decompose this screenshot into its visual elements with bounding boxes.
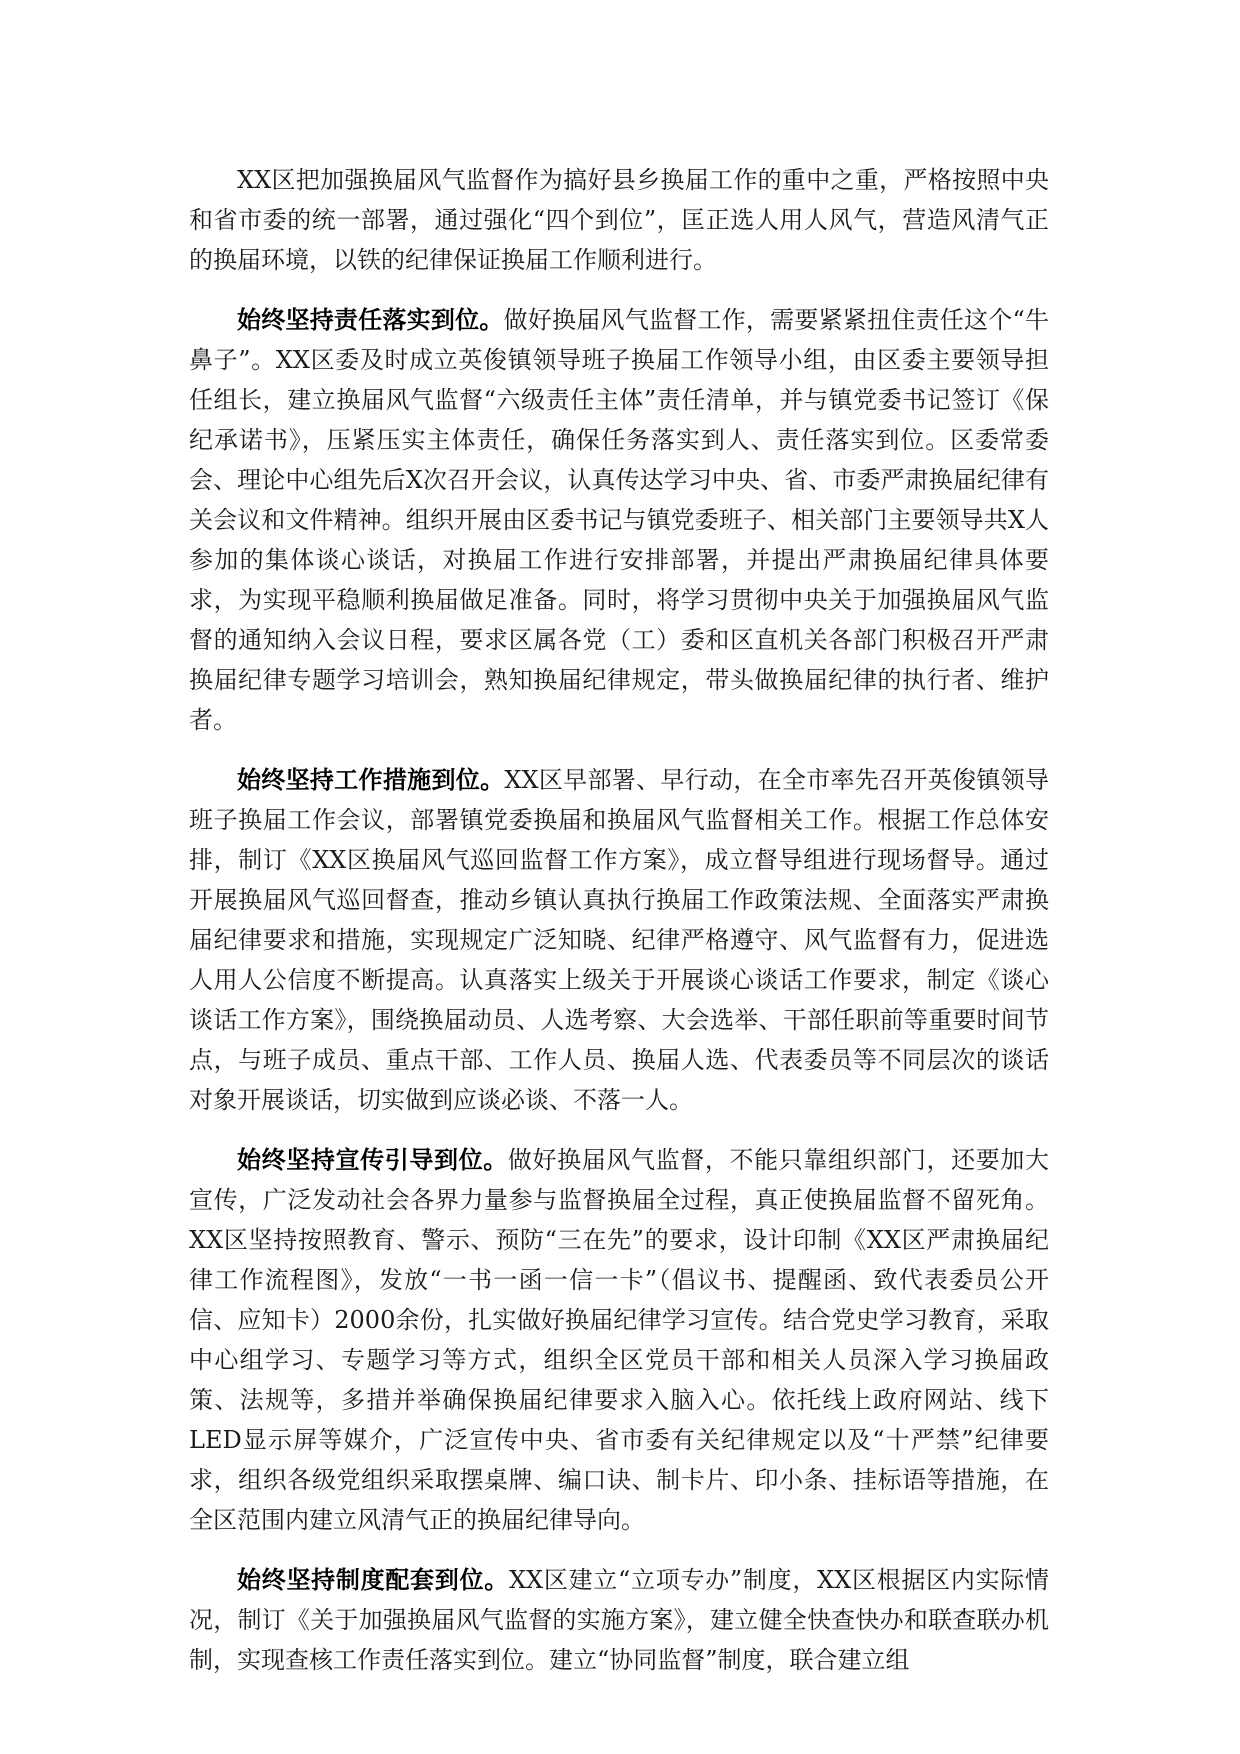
section-heading: 始终坚持工作措施到位。: [237, 765, 505, 794]
section-heading: 始终坚持制度配套到位。: [237, 1565, 509, 1594]
section-body: 做好换届风气监督工作，需要紧紧扭住责任这个“牛鼻子”。XX区委及时成立英俊镇领导班子换届工作领导小组，由区委主要领导担任组长，建立换届风气监督“六级责任主体”责任清单，并与镇党委书记签订《保纪承诺书》，压紧压实主体责任，确保任务落实到人、责任落实到位。区委常委会、理论中心组先后X次召开会议，认真传达学习中央、省、市委严肃换届纪律有关会议和文件精神。组织开展由区委书记与镇党委班子、相关部门主要领导共X人参加的集体谈心谈话，对换届工作进行安排部署，并提出严肃换届纪律具体要求，为实现平稳顺利换届做足准备。同时，将学习贯彻中央关于加强换届风气监督的通知纳入会议日程，要求区属各党（工）委和区直机关各部门积极召开严肃换届纪律专题学习培训会，熟知换届纪律规定，带头做换届纪律的执行者、维护者。: [189, 306, 1049, 734]
section-responsibility: [189, 300, 1049, 740]
document-page: [189, 160, 1049, 1700]
section-institution: [189, 1560, 1049, 1680]
intro-paragraph: XX区把加强换届风气监督作为搞好县乡换届工作的重中之重，严格按照中央和省市委的统一部署，通过强化“四个到位”，匡正选人用人风气，营造风清气正的换届环境，以铁的纪律保证换届工作顺利进行。: [189, 166, 1049, 274]
section-heading: 始终坚持责任落实到位。: [237, 305, 504, 334]
section-heading: 始终坚持宣传引导到位。: [237, 1145, 508, 1174]
section-body: XX区早部署、早行动，在全市率先召开英俊镇领导班子换届工作会议，部署镇党委换届和换届风气监督相关工作。根据工作总体安排，制订《XX区换届风气巡回监督工作方案》，成立督导组进行现场督导。通过开展换届风气巡回督查，推动乡镇认真执行换届工作政策法规、全面落实严肃换届纪律要求和措施，实现规定广泛知晓、纪律严格遵守、风气监督有力，促进选人用人公信度不断提高。认真落实上级关于开展谈心谈话工作要求，制定《谈心谈话工作方案》，围绕换届动员、人选考察、大会选举、干部任职前等重要时间节点，与班子成员、重点干部、工作人员、换届人选、代表委员等不同层次的谈话对象开展谈话，切实做到应谈必谈、不落一人。: [189, 766, 1050, 1114]
section-measures: [189, 760, 1049, 1120]
section-publicity: [189, 1140, 1049, 1540]
section-body: 做好换届风气监督，不能只靠组织部门，还要加大宣传，广泛发动社会各界力量参与监督换届全过程，真正使换届监督不留死角。XX区坚持按照教育、警示、预防“三在先”的要求，设计印制《XX区严肃换届纪律工作流程图》，发放“一书一函一信一卡”（倡议书、提醒函、致代表委员公开信、应知卡）2000余份，扎实做好换届纪律学习宣传。结合党史学习教育，采取中心组学习、专题学习等方式，组织全区党员干部和相关人员深入学习换届政策、法规等，多措并举确保换届纪律要求入脑入心。依托线上政府网站、线下LED显示屏等媒介，广泛宣传中央、省市委有关纪律规定以及“十严禁”纪律要求，组织各级党组织采取摆桌牌、编口诀、制卡片、印小条、挂标语等措施，在全区范围内建立风清气正的换届纪律导向。: [189, 1146, 1049, 1534]
section-body: XX区建立“立项专办”制度，XX区根据区内实际情况，制订《关于加强换届风气监督的实施方案》，建立健全快查快办和联查联办机制，实现查核工作责任落实到位。建立“协同监督”制度，联合建立组: [189, 1566, 1050, 1674]
